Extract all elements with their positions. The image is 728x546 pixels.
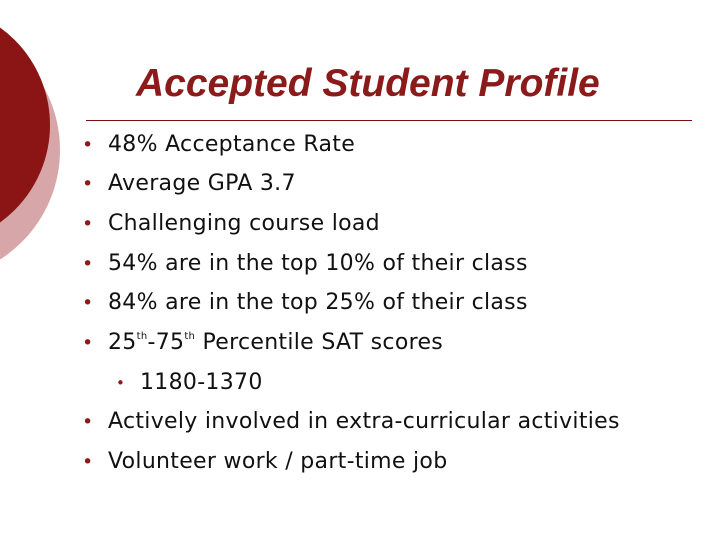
bullet-text: Actively involved in extra-curricular activities: [108, 409, 620, 434]
bullet-text: Volunteer work / part-time job: [108, 449, 448, 474]
percentile-high: 75: [155, 330, 185, 355]
bullet-text: 54% are in the top 10% of their class: [108, 251, 528, 276]
percentile-low: 25: [108, 330, 137, 355]
bullet-item: [82, 130, 355, 160]
bullet-text: 48% Acceptance Rate: [108, 132, 356, 157]
bullet-marker: •: [82, 411, 94, 433]
sub-bullet-marker: •: [116, 374, 126, 392]
range-dash: -: [147, 330, 156, 355]
bullet-marker: •: [82, 332, 94, 354]
title-divider: [86, 120, 692, 121]
bullet-item: [82, 169, 296, 199]
bullet-item: [82, 249, 528, 279]
bullet-text: 84% are in the top 25% of their class: [108, 290, 528, 315]
ordinal-suffix: th: [184, 331, 196, 342]
bullet-text: Average GPA 3.7: [108, 171, 296, 196]
bullet-item-sat: [82, 328, 443, 358]
slide-title: Accepted Student Profile: [136, 62, 600, 105]
bullet-item: [82, 288, 528, 318]
bullet-marker: •: [82, 253, 94, 275]
bullet-item: [82, 209, 380, 239]
bullet-marker: •: [82, 173, 94, 195]
sub-bullet-item: [116, 368, 263, 398]
bullet-marker: •: [82, 134, 94, 156]
bullet-marker: •: [82, 451, 94, 473]
bullet-text: Challenging course load: [108, 211, 380, 236]
ordinal-suffix: th: [136, 331, 148, 342]
bullet-marker: •: [82, 213, 94, 235]
sub-bullet-text: 1180-1370: [140, 370, 263, 395]
bullet-item: [82, 447, 447, 477]
bullet-item: [82, 407, 620, 437]
bullet-text: Percentile SAT scores: [195, 330, 444, 355]
bullet-marker: •: [82, 292, 94, 314]
